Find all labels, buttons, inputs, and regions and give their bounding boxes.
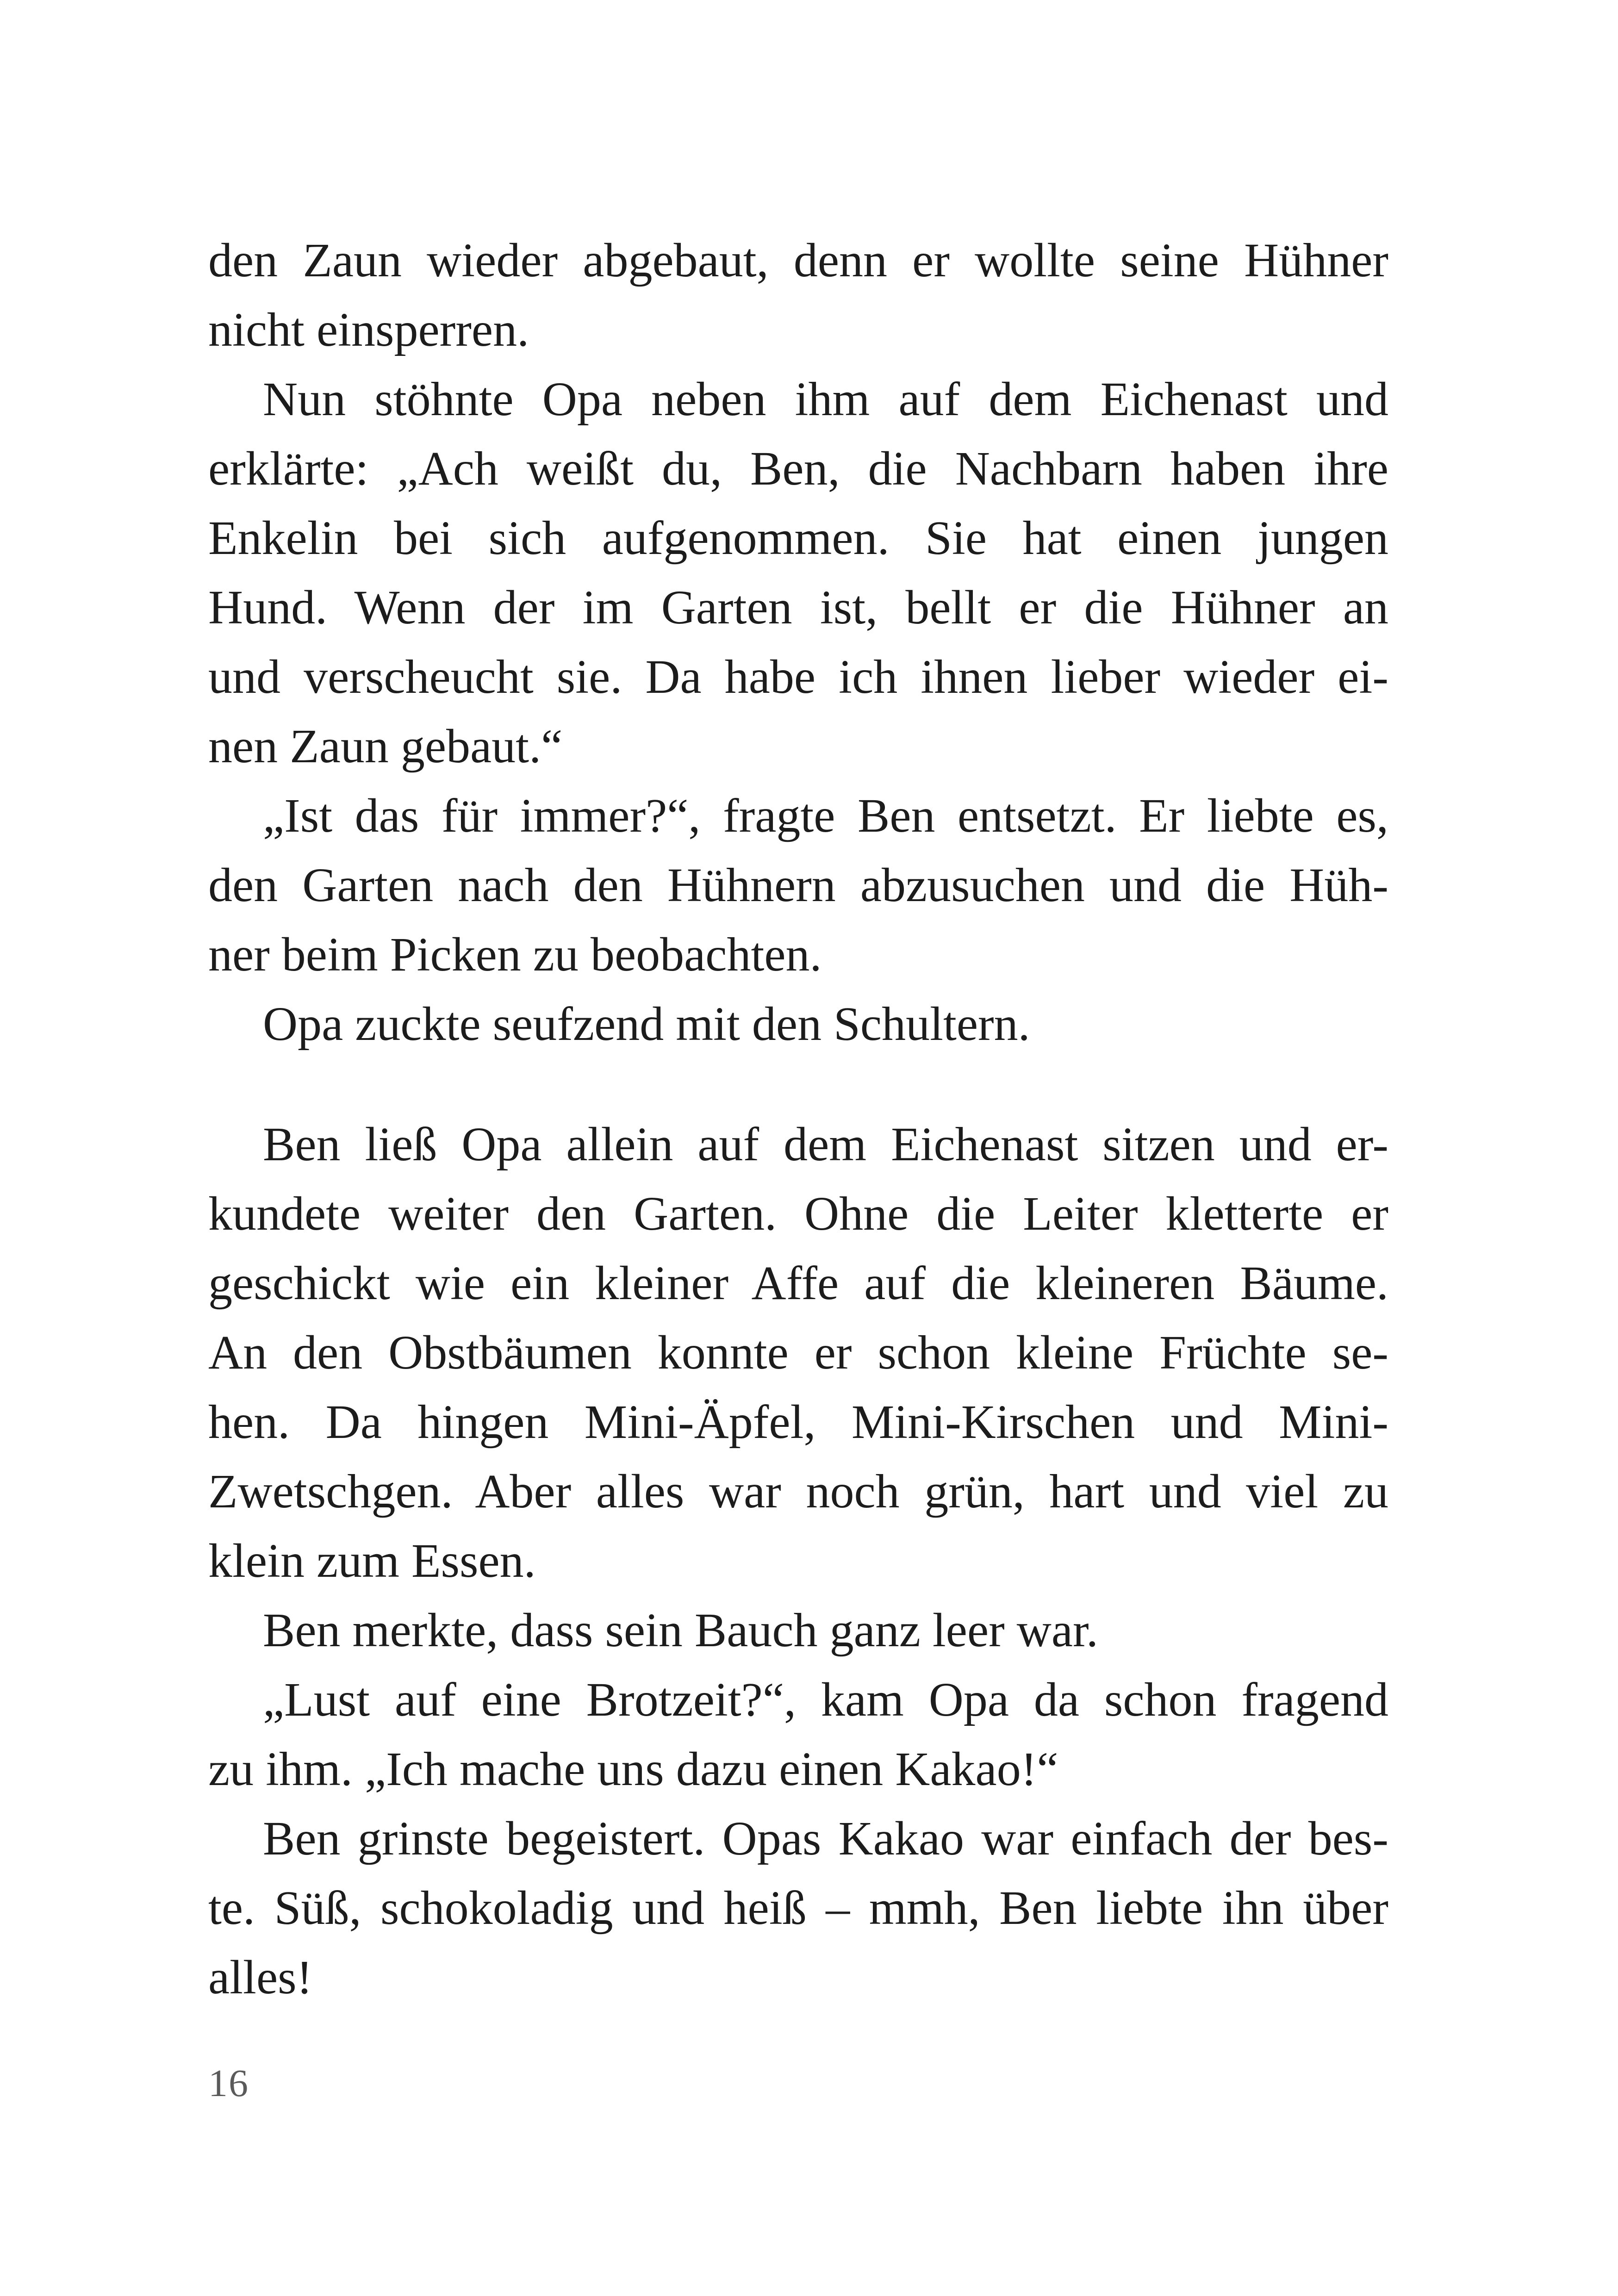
text-line: Hund. Wenn der im Garten ist, bellt er die Hühner an — [208, 581, 1388, 634]
text-line: Opa zuckte seufzend mit den Schultern. — [263, 997, 1030, 1051]
text-line: te. Süß, schokoladig und heiß – mmh, Ben liebte ihn über — [208, 1881, 1388, 1935]
page-number: 16 — [208, 2062, 249, 2105]
text-line: zu ihm. „Ich mache uns dazu einen Kakao!“ — [208, 1742, 1058, 1796]
text-line: Zwetschgen. Aber alles war noch grün, hart und viel zu — [208, 1465, 1388, 1518]
paragraph — [208, 1110, 1388, 1596]
text-line: den Zaun wieder abgebaut, denn er wollte seine Hühner — [208, 234, 1388, 287]
text-line: erklärte: „Ach weißt du, Ben, die Nachbarn haben ihre — [208, 442, 1388, 495]
text-line: Ben grinste begeistert. Opas Kakao war einfach der bes- — [263, 1812, 1388, 1865]
text-line: Ben ließ Opa allein auf dem Eichenast sitzen und er- — [263, 1118, 1388, 1171]
text-line: den Garten nach den Hühnern abzusuchen und die Hüh- — [208, 859, 1388, 912]
text-line: „Ist das für immer?“, fragte Ben entsetzt. Er liebte es, — [263, 789, 1388, 842]
paragraph — [208, 781, 1388, 989]
text-line: nicht einsperren. — [208, 303, 529, 356]
text-section-1 — [208, 226, 1388, 1059]
paragraph — [208, 1804, 1388, 2012]
text-line: Enkelin bei sich aufgenommen. Sie hat einen jungen — [208, 511, 1388, 565]
text-line: Ben merkte, dass sein Bauch ganz leer war. — [263, 1604, 1098, 1657]
text-line: hen. Da hingen Mini-Äpfel, Mini-Kirschen und Mini- — [208, 1395, 1388, 1449]
text-line: Nun stöhnte Opa neben ihm auf dem Eichenast und — [263, 373, 1388, 426]
text-section-2 — [208, 1110, 1388, 2012]
text-line: ner beim Picken zu beobachten. — [208, 928, 822, 981]
paragraph — [208, 989, 1388, 1059]
text-line: klein zum Essen. — [208, 1534, 536, 1587]
text-line: An den Obstbäumen konnte er schon kleine Früchte se- — [208, 1326, 1388, 1379]
text-line: und verscheucht sie. Da habe ich ihnen lieber wieder ei- — [208, 650, 1388, 703]
text-line: kundete weiter den Garten. Ohne die Leiter kletterte er — [208, 1187, 1388, 1240]
text-line: alles! — [208, 1951, 313, 2004]
paragraph — [208, 365, 1388, 781]
text-line: „Lust auf eine Brotzeit?“, kam Opa da schon fragend — [263, 1673, 1388, 1726]
paragraph — [208, 1665, 1388, 1804]
text-line: geschickt wie ein kleiner Affe auf die kleineren Bäume. — [208, 1257, 1388, 1310]
paragraph — [208, 1596, 1388, 1665]
text-line: nen Zaun gebaut.“ — [208, 720, 563, 773]
paragraph — [208, 226, 1388, 365]
